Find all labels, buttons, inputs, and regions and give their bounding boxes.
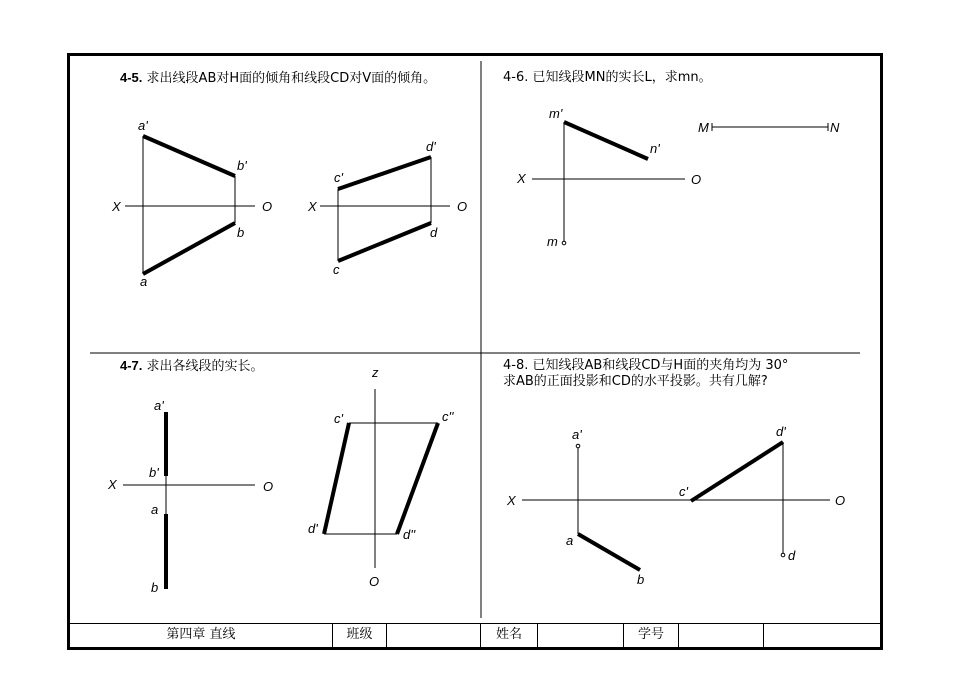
label-b-prime: b' — [149, 465, 159, 480]
label-X: X — [517, 171, 526, 186]
label-d: d — [788, 548, 796, 563]
segment-ab — [143, 223, 235, 274]
figure-4-7-cd — [308, 365, 454, 589]
problem-4-8-line1: 已知线段AB和线段CD与H面的夹角均为 30° — [532, 358, 789, 373]
point-m — [562, 241, 566, 245]
label-d: d — [430, 225, 438, 240]
label-d-prime: d' — [426, 139, 436, 154]
label-c: c — [333, 262, 340, 277]
label-O-z: O — [369, 574, 380, 589]
label-m-prime: m' — [549, 106, 563, 121]
label-M: M — [698, 120, 709, 135]
label-c-dprime: c'' — [442, 409, 454, 424]
label-O: O — [262, 199, 273, 214]
problem-4-7-number: 4-7. — [120, 358, 143, 373]
label-O: O — [691, 172, 702, 187]
label-X: X — [507, 493, 516, 508]
footer-extra-field[interactable] — [764, 624, 880, 647]
segment-ab-4-8 — [578, 534, 640, 570]
label-b-prime: b' — [237, 158, 247, 173]
label-O: O — [263, 479, 274, 494]
segment-c2-d2 — [397, 423, 438, 534]
label-d-dprime: d'' — [403, 527, 416, 542]
label-a: a — [566, 533, 574, 548]
label-c-prime: c' — [334, 411, 343, 426]
problem-4-7-text: 求出各线段的实长。 — [146, 359, 264, 374]
footer-chapter: 第四章 直线 — [70, 624, 333, 647]
label-a: a — [140, 274, 148, 289]
label-b: b — [151, 580, 159, 595]
label-a: a — [151, 502, 159, 517]
footer-id-field[interactable] — [679, 624, 764, 647]
footer-class-label: 班级 — [333, 624, 387, 647]
footer-name-field[interactable] — [538, 624, 624, 647]
footer-class-field[interactable] — [387, 624, 481, 647]
problem-4-8-number: 4-8. — [503, 358, 529, 373]
label-a-prime: a' — [138, 118, 148, 133]
label-X: X — [112, 199, 121, 214]
figure-4-6 — [516, 106, 840, 249]
segment-c-prime-d-prime — [338, 157, 431, 189]
label-z: z — [372, 365, 379, 380]
segment-cd — [338, 223, 431, 261]
footer-id-label: 学号 — [624, 624, 679, 647]
exercise-sheet — [67, 53, 883, 650]
label-b: b — [637, 572, 645, 587]
label-c-prime: c' — [334, 170, 343, 185]
problem-4-5-number: 4-5. — [120, 70, 143, 85]
problem-4-5-text: 求出线段AB对H面的倾角和线段CD对V面的倾角。 — [146, 71, 437, 86]
figure-4-7-ab — [107, 398, 273, 595]
label-a-prime: a' — [154, 398, 164, 413]
point-d — [781, 553, 785, 557]
problem-4-8-line2: 求AB的正面投影和CD的水平投影。共有几解? — [503, 374, 768, 389]
label-b: b — [237, 225, 245, 240]
label-O: O — [835, 493, 846, 508]
label-O: O — [457, 199, 468, 214]
drawing-canvas — [70, 56, 880, 647]
label-d-prime: d' — [308, 521, 318, 536]
label-N: N — [830, 120, 840, 135]
segment-c-prime-d-prime-4-8 — [691, 442, 783, 501]
footer-table — [70, 623, 880, 647]
segment-c-prime-d-prime-v — [324, 423, 349, 534]
figure-4-5-cd — [307, 139, 467, 277]
segment-a-prime-b-prime — [143, 136, 235, 176]
figure-4-8 — [506, 424, 845, 587]
label-a-prime: a' — [572, 427, 582, 442]
point-a-prime — [576, 444, 580, 448]
label-X: X — [308, 199, 317, 214]
problem-4-6-text: 已知线段MN的实长L，求mn。 — [532, 70, 712, 85]
footer-name-label: 姓名 — [481, 624, 538, 647]
label-c-prime: c' — [679, 484, 688, 499]
segment-m-prime-n-prime — [564, 122, 648, 159]
label-X: X — [108, 477, 117, 492]
label-n-prime: n' — [650, 141, 660, 156]
label-d-prime: d' — [776, 424, 786, 439]
problem-4-6-number: 4-6. — [503, 70, 529, 85]
figure-4-5-ab — [111, 118, 272, 289]
label-m: m — [547, 234, 558, 249]
